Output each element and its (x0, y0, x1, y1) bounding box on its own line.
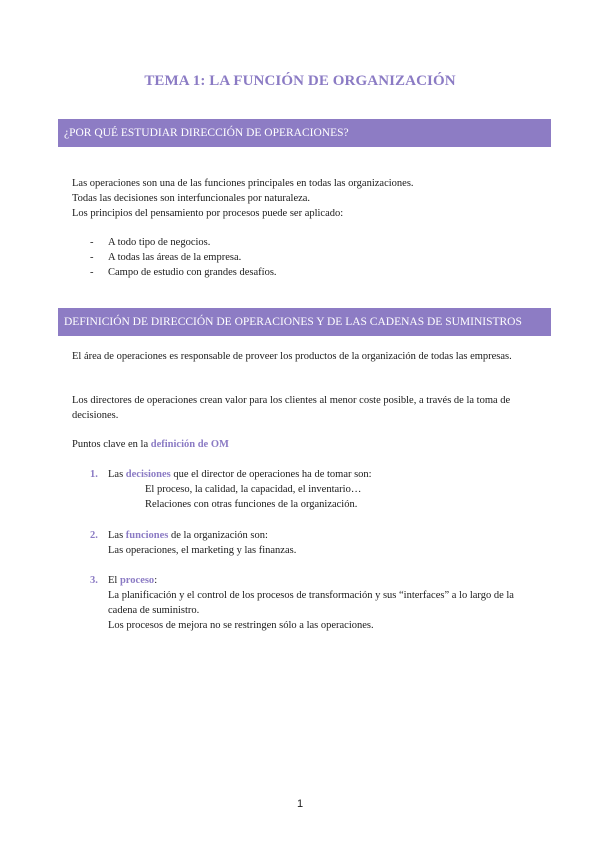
list-item (90, 250, 490, 265)
item-detail: Relaciones con otras funciones de la organización. (145, 499, 358, 510)
item-detail: La planificación y el control de los procesos de transformación y sus “interfaces” a lo largo de la cadena de suministro. (108, 590, 514, 616)
section2-paragraph: El área de operaciones es responsable de proveer los productos de la organización de todas las empresas. (72, 351, 512, 362)
key-points-highlight: definición de OM (150, 439, 229, 450)
list-item (90, 265, 490, 280)
section-heading-definition: DEFINICIÓN DE DIRECCIÓN DE OPERACIONES Y DE LAS CADENAS DE SUMINISTROS (58, 308, 551, 336)
section1-line: Las operaciones son una de las funciones principales en todas las organizaciones. (72, 178, 414, 189)
bullet-dash: - (90, 252, 94, 263)
item-highlight: proceso (119, 575, 155, 586)
numbered-item (90, 467, 530, 512)
numbered-item (90, 528, 530, 558)
page-title: TEMA 1: LA FUNCIÓN DE ORGANIZACIÓN (144, 73, 456, 89)
section2-paragraph: Los directores de operaciones crean valor para los clientes al menor coste posible, a través de la toma de decisiones. (72, 395, 511, 421)
item-detail: Los procesos de mejora no se restringen sólo a las operaciones. (108, 620, 374, 631)
section1-line: Los principios del pensamiento por procesos puede ser aplicado: (72, 208, 344, 219)
item-lead: Las funciones de la organización son: (108, 530, 268, 541)
bullet-dash: - (90, 237, 94, 248)
section1-line: Todas las decisiones son interfuncionales por naturaleza. (72, 193, 311, 204)
item-detail: Las operaciones, el marketing y las finanzas. (108, 545, 297, 556)
item-lead: El proceso: (108, 575, 158, 586)
list-item-text: A todas las áreas de la empresa. (108, 252, 242, 263)
item-detail: El proceso, la calidad, la capacidad, el inventario… (145, 484, 362, 495)
item-number: 1. (90, 469, 98, 480)
page-number: 1 (296, 798, 304, 810)
item-number: 3. (90, 575, 98, 586)
section1-bullet-list (90, 235, 490, 280)
list-item-text: A todo tipo de negocios. (108, 237, 211, 248)
item-highlight: funciones (125, 530, 169, 541)
key-points-line (72, 437, 532, 452)
numbered-item (90, 573, 530, 633)
key-points-prefix: Puntos clave en la (72, 439, 151, 450)
bullet-dash: - (90, 267, 94, 278)
list-item-text: Campo de estudio con grandes desafíos. (108, 267, 277, 278)
section1-intro (72, 176, 532, 221)
item-lead: Las decisiones que el director de operaciones ha de tomar son: (108, 469, 372, 480)
item-highlight: decisiones (125, 469, 171, 480)
item-number: 2. (90, 530, 98, 541)
list-item (90, 235, 490, 250)
section-heading-why-study: ¿POR QUÉ ESTUDIAR DIRECCIÓN DE OPERACIONES? (58, 119, 551, 147)
